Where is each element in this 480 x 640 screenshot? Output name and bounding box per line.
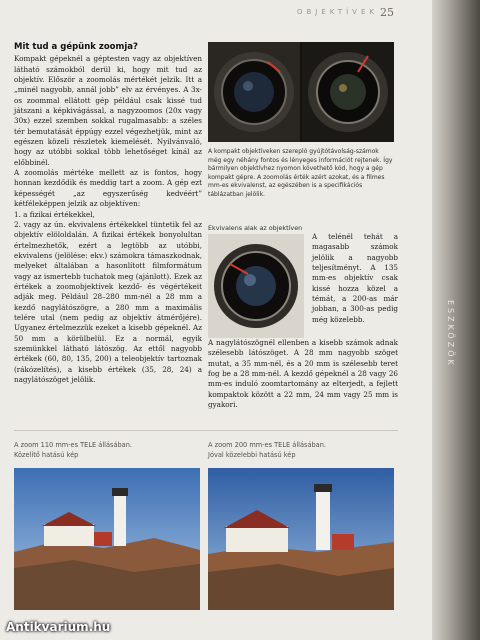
right-text-column xyxy=(312,232,398,325)
camera-lens-illustration xyxy=(208,42,394,142)
equivalent-caption: Ekvivalens alak az objektíven xyxy=(208,224,303,232)
lens-photo-top xyxy=(208,42,394,142)
lighthouse-illustration xyxy=(14,468,200,610)
paragraph: 1. a fizikai értékekkel, xyxy=(14,209,95,219)
watermark-text: Antikvarium.hu xyxy=(6,620,111,634)
lens-photo-middle xyxy=(208,234,304,338)
left-text-column xyxy=(14,42,202,385)
paragraph: A zoomolás mértéke mellett az is fontos, hogy honnan kezdődik és meddig tart a zoom. A gép ezt képességét „az egyszerűség kedvéért” kétféleképpen jelzik az objektíven: xyxy=(14,168,202,209)
right-text-continued xyxy=(208,338,398,410)
divider xyxy=(14,430,398,431)
page-number: 25 xyxy=(380,6,394,19)
lighthouse-photo-110mm xyxy=(14,468,200,610)
lens-caption: A kompakt objektíveken szerepló gyújtótávolság-számok még egy néhány fontos és lényeges információt rejtenek. Így bármilyen objektívhez nyomon követhető kód, hogy a gép kompakt gépre. A zoomolás érték azért azokat, és a filmes mm-es ekvivalenst, az egészében is a specifikációs táblázatban jelölik. xyxy=(208,148,393,198)
paragraph: Kompakt gépeknél a géptesten vagy az objektíven látható számokból derül ki, hogy mit tud az objektív. Először a zoomolás mértékét jelzik. Itt a „minél nagyobb, annál jobb” elv az érvényes. A 3x-os zoommal ellátott gép például csak kissé tud játszani a képkivágással, a nagyzoomos (20x vagy 30x) ezzel szemben sokkal rugalmasabb: a széles tér bemutatását éppúgy ezzel végezhetjük, mint az egészen közeli részletek kiemelését. Nyilvánvaló, hogy az utóbbi sokkal több lehetőséget kínál az előbbinél. xyxy=(14,54,202,167)
caption-line: Jóval közelebbi hatású kép xyxy=(208,451,296,459)
lens-closeup-illustration xyxy=(208,234,304,338)
paragraph: A nagylátószögnél ellenben a kisebb számok adnak szélesebb látószöget. A 28 mm nagyobb szöget mutat, a 35 mm-nél, és a 20 mm is szélesebb teret fog be a 28 mm-nél. A kezdő gépeknél a 28 vagy 26 mm-es induló zoomtartomány az elterjedt, a fejlett kompaktok között a 22 mm, 24 mm vagy 25 mm is gyakori. xyxy=(208,338,398,410)
caption-line: A zoom 200 mm-es TELE állásában. xyxy=(208,441,327,449)
section-header: OBJEKTÍVEK xyxy=(297,8,378,16)
book-spine xyxy=(432,0,480,640)
paragraph: A telénél tehát a magasabb számok jelölik a nagyobb teljesítményt. A 135 mm-es objektív csak kissé hozza közel a témát, a 200-as már jobban, a 300-as pedig még közelebb. xyxy=(312,232,398,324)
section-heading: Mit tud a gépünk zoomja? xyxy=(14,42,138,52)
spine-label: ESZKÖZÖK xyxy=(446,300,455,368)
paragraph: 2. vagy az ún. ekvivalens értékekkel tüntetik fel az objektív elöloldalán. A fizikai értékek bonyolultan értelmezhetők, ezért a legtöbb az utóbbi, ekvivalens (jelölése: ekv.) számokra támaszkodnak, melyeket általában a hasonlított filmformátum vagy az ismertebb tuchatok meg (ajánlott). Ezek az értékek a zoomobjektívek kezdő- és végértékeit adják meg. Például 28–280 mm-nél a 28 mm a kezdő nagylátószögre, a 280 mm a maximális telére utal (nem pedig az objektív átmérőjére). Ugyanez értelmezzük ezeket a kisebb gépeknél. Az 50 mm a körülbelül. Ez a normál, egyik szemünkkel látható látószög. Az ettől nagyobb értékek (60, 80, 135, 200) a teleobjektív tartoznak (rákózelítés), a kisebb értékek (35, 28, 24) a nagylátószöget jelölik. xyxy=(14,219,202,384)
bottom-right-caption xyxy=(208,440,398,460)
caption-line: A zoom 110 mm-es TELE állásában. xyxy=(14,441,133,449)
lighthouse-photo-200mm xyxy=(208,468,394,610)
caption-line: Közelítő hatású kép xyxy=(14,451,79,459)
lighthouse-illustration xyxy=(208,468,394,610)
bottom-left-caption xyxy=(14,440,204,460)
